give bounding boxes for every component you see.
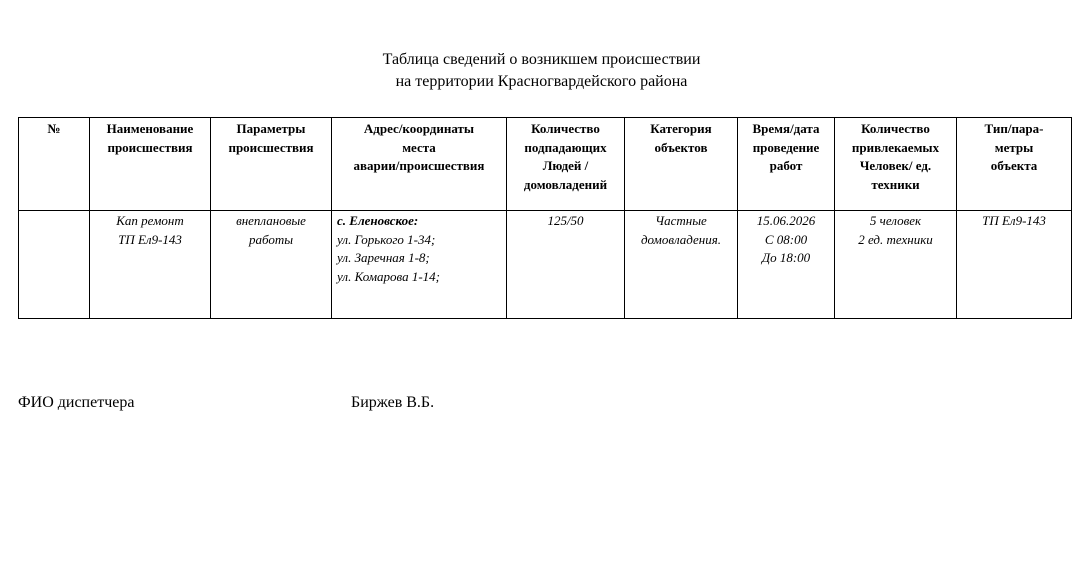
title-line-2: на территории Красногвардейского района	[395, 73, 688, 90]
header-resources: Количество привлекаемых Человек/ ед. техники	[835, 118, 957, 211]
cell-incident-params: внеплановые работы	[211, 211, 332, 319]
cell-object-type: ТП Ел9-143	[957, 211, 1072, 319]
title-line-1: Таблица сведений о возникшем происшествии	[382, 51, 701, 68]
dispatcher-name: Биржев В.Б.	[351, 394, 435, 411]
incident-table	[18, 117, 1072, 319]
cell-work-time: 15.06.2026 С 08:00 До 18:00	[738, 211, 835, 319]
cell-object-category: Частные домовладения.	[625, 211, 738, 319]
header-object-type: Тип/пара- метры объекта	[957, 118, 1072, 211]
header-work-time: Время/дата проведение работ	[738, 118, 835, 211]
cell-affected-count: 125/50	[507, 211, 625, 319]
header-object-category: Категория объектов	[625, 118, 738, 211]
address-place: с. Еленовское:	[337, 213, 419, 228]
header-address: Адрес/координаты места аварии/происшествия	[332, 118, 507, 211]
header-affected-count: Количество подпадающих Людей / домовладений	[507, 118, 625, 211]
table-row	[19, 211, 1072, 319]
address-street: ул. Комарова 1-14;	[337, 268, 440, 284]
cell-number	[19, 211, 90, 319]
header-number: №	[19, 118, 90, 211]
table-header-row	[19, 118, 1072, 211]
header-incident-name: Наименование происшествия	[90, 118, 211, 211]
cell-address	[332, 211, 507, 319]
address-street: ул. Горького 1-34;	[337, 231, 436, 247]
dispatcher-label: ФИО диспетчера	[18, 394, 135, 411]
cell-resources: 5 человек 2 ед. техники	[835, 211, 957, 319]
address-street: ул. Заречная 1-8;	[337, 250, 430, 265]
header-incident-params: Параметры происшествия	[211, 118, 332, 211]
cell-incident-name: Кап ремонт ТП Ел9-143	[90, 211, 211, 319]
document-title	[0, 49, 1083, 93]
